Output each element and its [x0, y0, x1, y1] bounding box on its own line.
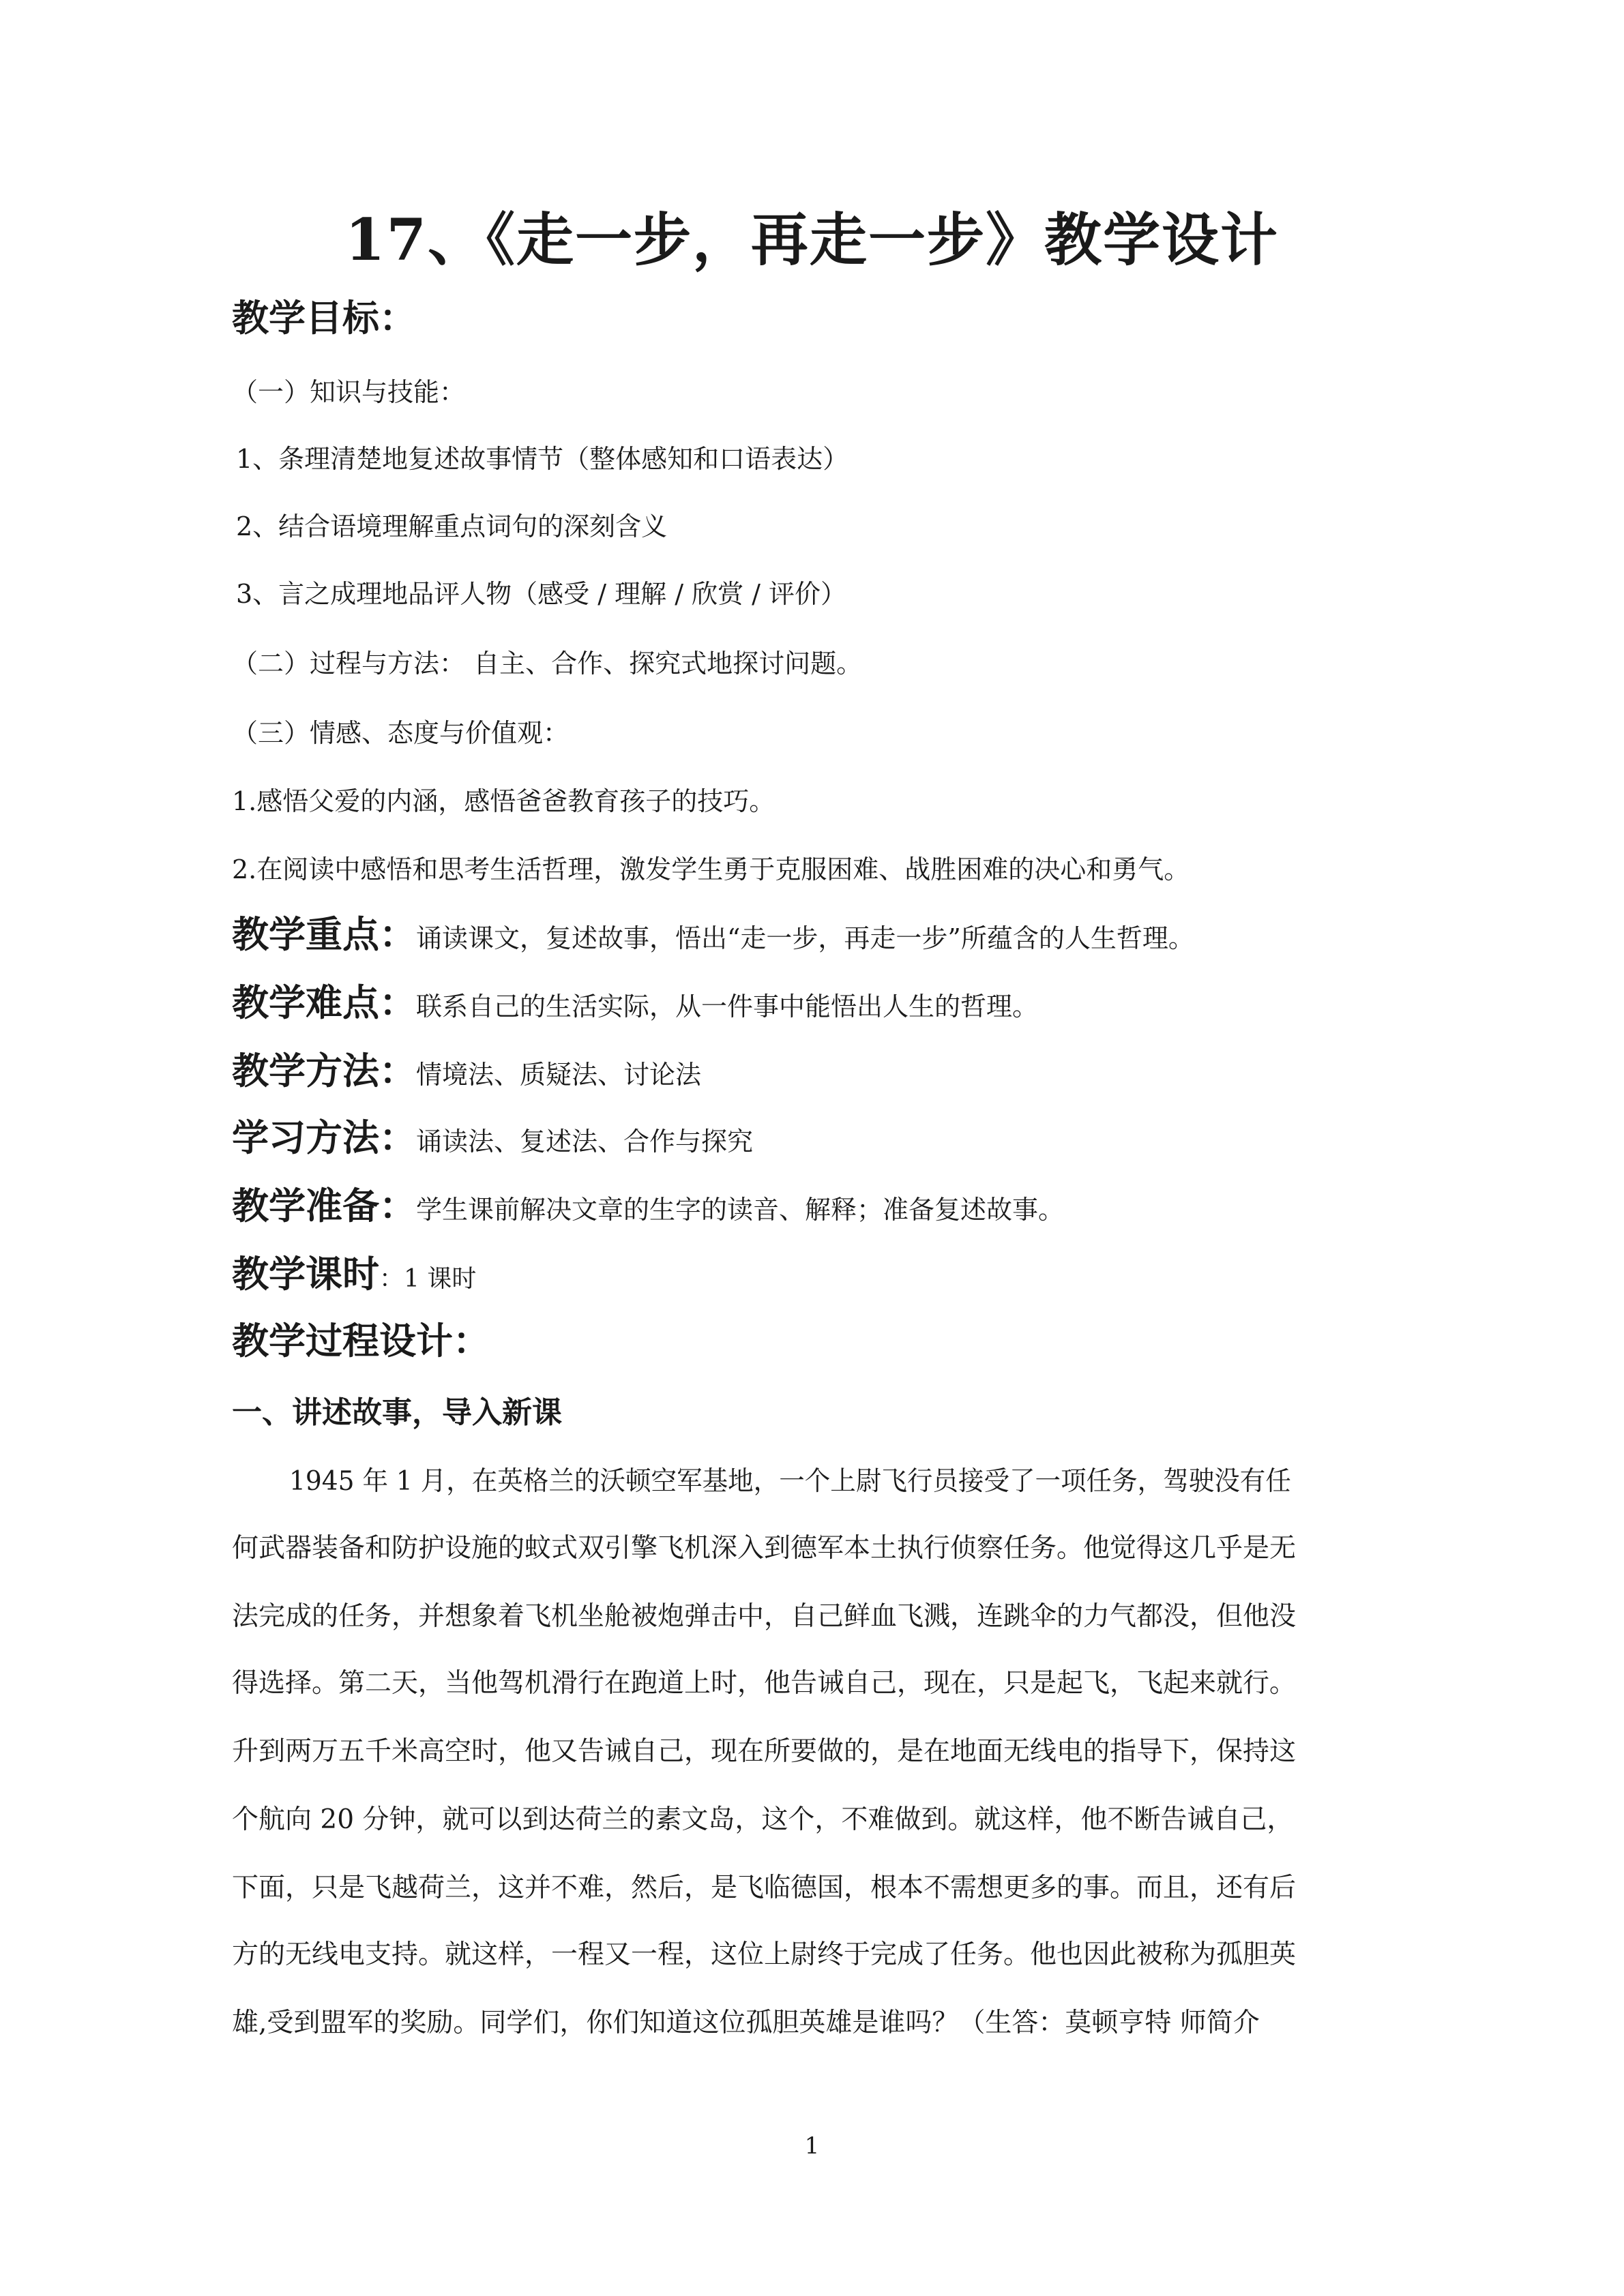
document-title: 17、《走一步，再走一步》教学设计 — [345, 206, 1279, 273]
difficulties-row — [232, 979, 1038, 1030]
teaching-methods-label: 教学方法： — [232, 1049, 416, 1092]
knowledge-item-2: 2、结合语境理解重点词句的深刻含义 — [236, 511, 668, 541]
story-line-6: 个航向 20 分钟，就可以到达荷兰的素文岛，这个，不难做到。就这样，他不断告诫自己， — [232, 1804, 1294, 1835]
hours-text: ：1 课时 — [379, 1265, 477, 1293]
preparation-text: 学生课前解决文章的生字的读音、解释；准备复述故事。 — [416, 1195, 1065, 1225]
key-points-text: 诵读课文，复述故事，悟出“走一步，再走一步”所蕴含的人生哲理。 — [416, 923, 1194, 953]
story-line-7: 下面，只是飞越荷兰，这并不难，然后，是飞临德国，根本不需想更多的事。而且，还有后 — [232, 1873, 1297, 1903]
hours-label: 教学课时 — [232, 1253, 379, 1296]
difficulties-label: 教学难点： — [232, 981, 416, 1024]
section-1-title: 一、讲述故事，导入新课 — [232, 1395, 562, 1430]
story-line-5: 升到两万五千米高空时，他又告诫自己，现在所要做的，是在地面无线电的指导下，保持这 — [232, 1736, 1297, 1767]
difficulties-text: 联系自己的生活实际，从一件事中能悟出人生的哲理。 — [416, 992, 1039, 1022]
learning-methods-label: 学习方法： — [232, 1116, 416, 1159]
story-line-4: 得选择。第二天，当他驾机滑行在跑道上时，他告诫自己，现在，只是起飞，飞起来就行。 — [232, 1668, 1297, 1699]
teaching-methods-text: 情境法、质疑法、讨论法 — [416, 1060, 702, 1090]
key-points-row — [232, 911, 1194, 962]
page-number: 1 — [804, 2132, 820, 2160]
teaching-methods-row — [232, 1047, 701, 1099]
emotion-item-1: 1.感悟父爱的内涵，感悟爸爸教育孩子的技巧。 — [232, 786, 776, 816]
story-line-8: 方的无线电支持。就这样，一程又一程，这位上尉终于完成了任务。他也因此被称为孤胆英 — [232, 1939, 1297, 1970]
story-line-3: 法完成的任务，并想象着飞机坐舱被炮弹击中，自己鲜血飞溅，连跳伞的力气都没，但他没 — [232, 1601, 1297, 1632]
story-line-9: 雄,受到盟军的奖励。同学们，你们知道这位孤胆英雄是谁吗？（生答：莫顿亨特 师简介 — [232, 2008, 1260, 2038]
learning-methods-text: 诵读法、复述法、合作与探究 — [416, 1127, 754, 1157]
knowledge-item-1: 1、条理清楚地复述故事情节（整体感知和口语表达） — [236, 444, 849, 474]
goals-heading: 教学目标： — [232, 297, 416, 340]
story-line-2: 何武器装备和防护设施的蚊式双引擎飞机深入到德军本土执行侦察任务。他觉得这几乎是无 — [232, 1533, 1297, 1564]
hours-row — [232, 1251, 476, 1303]
preparation-row — [232, 1182, 1064, 1234]
emotion-item-2: 2.在阅读中感悟和思考生活哲理，激发学生勇于克服困难、战胜困难的决心和勇气。 — [232, 854, 1190, 884]
key-points-label: 教学重点： — [232, 913, 416, 956]
knowledge-item-3: 3、言之成理地品评人物（感受 / 理解 / 欣赏 / 评价） — [236, 579, 847, 609]
process-goal: （二）过程与方法： 自主、合作、探究式地探讨问题。 — [232, 648, 863, 679]
emotion-heading: （三）情感、态度与价值观： — [232, 718, 570, 748]
preparation-label: 教学准备： — [232, 1184, 416, 1227]
process-design-heading: 教学过程设计： — [232, 1320, 490, 1362]
learning-methods-row — [232, 1114, 753, 1165]
story-line-1: 1945 年 1 月，在英格兰的沃顿空军基地，一个上尉飞行员接受了一项任务，驾驶没有任 — [289, 1466, 1291, 1497]
knowledge-heading: （一）知识与技能： — [232, 377, 466, 407]
